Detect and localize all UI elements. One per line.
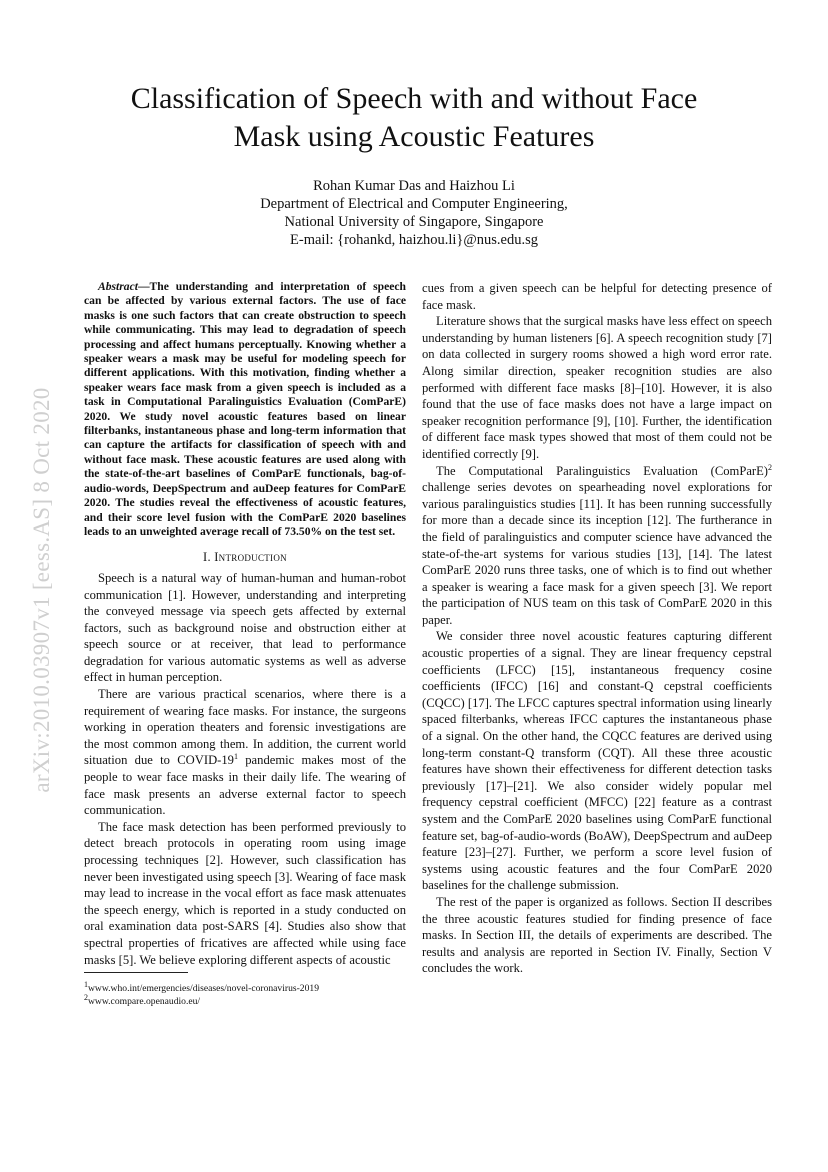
- footnote-1-text[interactable]: www.who.int/emergencies/diseases/novel-coronavirus-2019: [88, 983, 319, 994]
- right-paragraph-2-b: challenge series devotes on spearheading novel explorations for various paralinguistics studies [11]. It has been running successfully for more than a decade since its inception [12]. The furtherance in the field of paralinguistics and computer science have advanced the state-of-the-art systems for various studies [13], [14]. The latest ComParE 2020 runs three tasks, one of which is to find out whether a speaker is wearing a face mask for a given speech [3]. We report the participation of NUS team on this task of ComParE 2020 in this paper.: [422, 480, 772, 627]
- author-names: Rohan Kumar Das and Haizhou Li: [313, 178, 515, 194]
- left-column: [84, 280, 406, 968]
- right-column: [422, 280, 772, 977]
- intro-paragraph-1: Speech is a natural way of human-human and human-robot communication [1]. However, understanding and interpreting the conveyed message via speech gets affected by external factors, such as background noise and obstruction either at speech source or at receiver, that lead to performance degradation for various automatic systems as well as adverse effect in human perception.: [84, 570, 406, 685]
- abstract-text: —The understanding and interpretation of speech can be affected by various external factors. The use of face masks is one such factors that can create obstruction to speech while communicating. This may lead to degradation of speech processing and affect humans perceptually. Knowing whether a speaker wears a mask may be useful for modeling speech for different applications. With this motivation, finding whether a speaker wears face mask from a given speech is included as a task in Computational Paralinguistics Evaluation (ComParE) 2020. We study novel acoustic features based on linear filterbanks, instantaneous phase and long-term information that can capture the artifacts for classification of speech with and without face mask. These acoustic features are used along with the state-of-the-art baselines of ComParE functionals, bag-of-audio-words, DeepSpectrum and auDeep features for ComParE 2020. The studies reveal the effectiveness of acoustic features, and their score level fusion with the ComParE 2020 baselines leads to an unweighted average recall of 73.50% on the test set.: [84, 280, 406, 538]
- intro-paragraph-2-b: pandemic makes most of the people to wear face masks in their daily life. The wearing of face mask presents an adverse external factor to speech communication.: [84, 753, 406, 818]
- arxiv-sidebar: [12, 340, 72, 840]
- footnotes: [84, 979, 406, 1008]
- footnote-ref-1[interactable]: 1: [233, 752, 238, 762]
- title-line-2: Mask using Acoustic Features: [233, 120, 595, 153]
- abstract: [84, 280, 406, 539]
- footnote-1: [84, 979, 406, 995]
- right-paragraph-2-a: The Computational Paralinguistics Evaluation (ComParE): [436, 463, 768, 478]
- title-line-1: Classification of Speech with and without Face: [130, 82, 698, 115]
- footnote-1-mark: 1: [84, 979, 88, 989]
- intro-paragraph-3: The face mask detection has been performed previously to detect breach protocols in operating room using image processing techniques [2]. However, such classification has never been investigated using speech [3]. Wearing of face mask may lead to increase in the vocal effort as face mask attenuates the speech energy, which is reported in a study conducted on oral examination data post-SARS [4]. Studies also show that spectral properties of fricatives are affected while using face masks [5]. We believe exploring different aspects of acoustic: [84, 819, 406, 967]
- affiliation-line-1: Department of Electrical and Computer Engineering,: [260, 196, 568, 212]
- abstract-lead: Abstract: [98, 280, 138, 293]
- footnote-divider: [84, 972, 188, 973]
- footnote-2: [84, 992, 406, 1008]
- arxiv-identifier[interactable]: arXiv:2010.03907v1 [eess.AS] 8 Oct 2020: [29, 387, 54, 793]
- paper-title: [60, 80, 768, 156]
- author-email: E-mail: {rohankd, haizhou.li}@nus.edu.sg: [290, 232, 538, 248]
- author-block: [100, 177, 728, 249]
- right-paragraph-2: [422, 463, 772, 629]
- intro-paragraph-2-a: There are various practical scenarios, where there is a requirement of wearing face masks. For instance, the surgeons working in operation theaters and forensic investigations are the most common among them. In addition, the current world situation due to COVID-19: [84, 687, 406, 768]
- right-paragraph-4: The rest of the paper is organized as follows. Section II describes the three acoustic features studied for finding presence of face masks. In Section III, the details of experiments are described. The results and analysis are reported in Section IV. Finally, Section V concludes the work.: [422, 894, 772, 976]
- right-paragraph-3: We consider three novel acoustic features capturing different acoustic properties of a signal. They are linear frequency cepstral coefficients (LFCC) [15], instantaneous frequency cosine coefficients (IFCC) [16] and constant-Q cepstral coefficients (CQCC) [17]. The LFCC captures spectral information using linearly spaced filterbanks, whereas IFCC captures the instantaneous phase of a signal. On the other hand, the CQCC features are derived using long-term constant-Q transform (CQT). All these three acoustic features have shown their effectiveness for different detection tasks previously [17]–[21]. We also consider widely popular mel frequency cepstral coefficient (MFCC) [22] feature as a contrast system and the ComParE 2020 baselines using ComParE functional feature set, bag-of-audio-words (BoAW), DeepSpectrum and auDeep feature [23]–[27]. Further, we perform a score level fusion of systems using acoustic features and the four ComParE 2020 baselines for the challenge submission.: [422, 629, 772, 893]
- footnote-2-text[interactable]: www.compare.openaudio.eu/: [88, 996, 201, 1007]
- intro-paragraph-2: [84, 686, 406, 819]
- footnote-2-mark: 2: [84, 992, 88, 1002]
- affiliation-line-2: National University of Singapore, Singapore: [284, 214, 544, 230]
- section-heading-introduction: I. Introduction: [203, 550, 287, 565]
- footnote-ref-2[interactable]: 2: [768, 462, 772, 472]
- right-paragraph-1: Literature shows that the surgical masks have less effect on speech understanding by human listeners [6]. A speech recognition study [7] on data collected in surgery rooms showed a high word error rate. Along similar direction, speaker recognition studies are also performed with different face masks [8]–[10]. However, it is also found that the use of face masks does not have a large impact on speaker recognition performance [9], [10]. Further, the identification of different face mask types showed that most of them could not be identified correctly [9].: [422, 314, 772, 461]
- right-paragraph-0: cues from a given speech can be helpful for detecting presence of face mask.: [422, 281, 772, 312]
